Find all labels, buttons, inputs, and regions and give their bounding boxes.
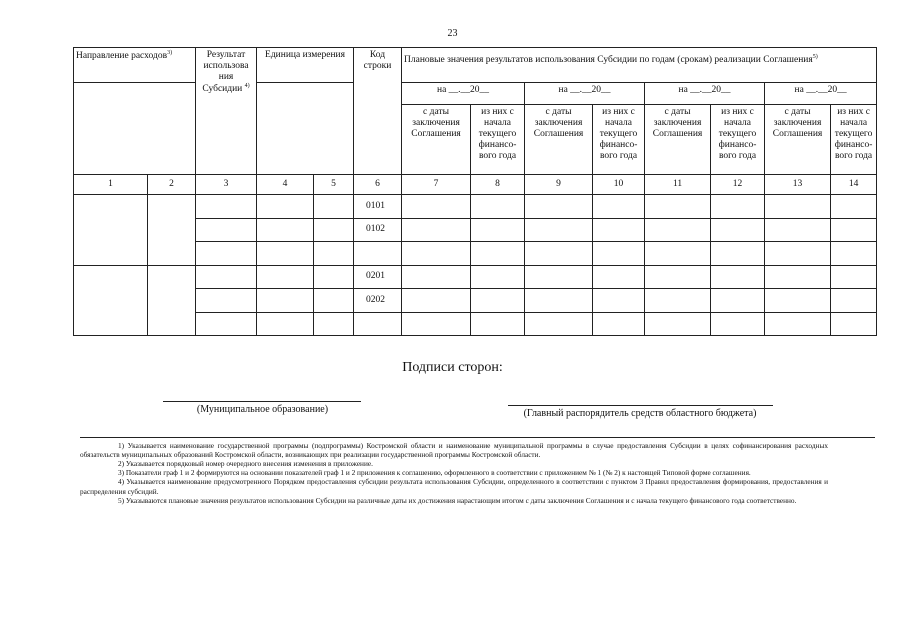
- row-code: 0201: [354, 265, 402, 289]
- signatures-title: Подписи сторон:: [402, 360, 503, 375]
- signature-line-left: [163, 401, 361, 402]
- since-fiscal-4: из них с начала текущего финансо-вого года: [831, 105, 877, 175]
- header-planned: Плановые значения результатов использования Субсидии по годам (срокам) реализации Соглашения$^{5)}$: [402, 48, 877, 83]
- since-agreement-4: с даты заключения Соглашения: [765, 105, 831, 175]
- since-agreement-1: с даты заключения Соглашения: [402, 105, 471, 175]
- header-direction: Направление расходов$^{3)}$: [74, 48, 196, 83]
- footnote-3: 3) Показатели граф 1 и 2 формируются на основании показателей граф 1 и 2 приложения к соглашению, оформленного в соответствии с приложением № 1 (№ 2) к настоящей Типовой форме соглашения.: [118, 468, 751, 478]
- signature-label-left: (Муниципальное образование): [196, 404, 329, 415]
- page-number: 23: [447, 28, 458, 39]
- column-numbers-row: 1 2 3 4 5 6 7 8 9 10 11 12 13 14: [74, 175, 877, 195]
- period-4: на __.__20__: [765, 83, 877, 105]
- period-3: на __.__20__: [645, 83, 765, 105]
- footnote-1: 1) Указывается наименование государственной программы (подпрограммы) Костромской области и наименование муниципальной программы в случае предоставления Субсидии в целях софинансирования расходных обязательств муниципальных образований Костромской области, возникающих при реализации государственной программы Костромской области.: [80, 441, 828, 460]
- table-row: [74, 265, 877, 289]
- footnote-4: 4) Указывается наименование предусмотренного Порядком предоставления субсидии результата использования Субсидии, определенного в соответствии с пунктом 3 Правил предоставления формирования, предоставления и распределения субсидий.: [80, 477, 828, 496]
- period-1: на __.__20__: [402, 83, 525, 105]
- since-fiscal-1: из них с начала текущего финансо-вого года: [471, 105, 525, 175]
- footnote-separator: [80, 437, 875, 438]
- since-fiscal-3: из них с начала текущего финансо-вого года: [711, 105, 765, 175]
- header-unit: Единица измерения: [257, 48, 354, 83]
- header-code: Код строки: [354, 48, 402, 175]
- since-fiscal-2: из них с начала текущего финансо-вого года: [593, 105, 645, 175]
- row-code: 0101: [354, 195, 402, 219]
- period-2: на __.__20__: [525, 83, 645, 105]
- footnotes: [80, 441, 828, 505]
- table-row: [74, 195, 877, 219]
- signature-label-right: (Главный распорядитель средств областного бюджета): [523, 408, 757, 419]
- footnote-5: 5) Указываются плановые значения результатов использования Субсидии на различные даты их достижения нарастающим итогом с даты заключения Соглашения и с начала текущего финансового года соответственно.: [118, 495, 797, 505]
- signature-line-right: [508, 405, 773, 406]
- results-table: [73, 47, 877, 336]
- since-agreement-3: с даты заключения Соглашения: [645, 105, 711, 175]
- row-code: 0102: [354, 218, 402, 242]
- row-code: 0202: [354, 289, 402, 313]
- header-result: Результат использова ния Субсидии $^{4)}$: [196, 48, 257, 175]
- footnote-2: 2) Указывается порядковый номер очередного внесения изменения в приложение.: [118, 459, 373, 469]
- since-agreement-2: с даты заключения Соглашения: [525, 105, 593, 175]
